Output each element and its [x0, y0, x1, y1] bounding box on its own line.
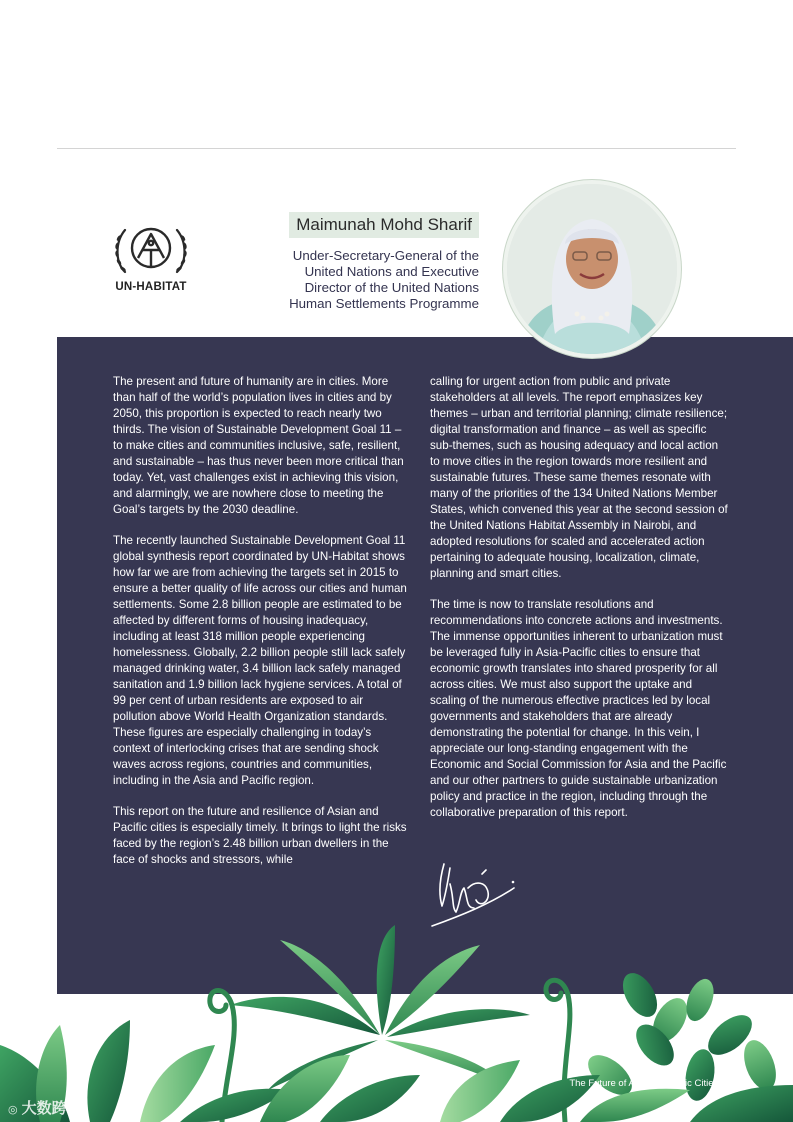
signature-icon [430, 858, 520, 930]
person-title-line: Human Settlements Programme [289, 296, 479, 311]
watermark-logo-icon: ◎ [8, 1104, 18, 1116]
watermark-text: 大数跨境 [21, 1100, 82, 1117]
page-footer [569, 1078, 736, 1089]
page-number: 4 [730, 1078, 736, 1089]
person-name: Maimunah Mohd Sharif [289, 212, 479, 238]
footer-title: The Future of Asian & Pacific Cities [569, 1078, 719, 1089]
body-paragraph: This report on the future and resilience of Asian and Pacific cities is especially timely. It brings to light the risks faced by the region’s 2.48 billion urban dwellers in the face of shocks and stressors, while [113, 805, 407, 866]
person-title-line: Under-Secretary-General of the [292, 248, 479, 263]
body-paragraph: The time is now to translate resolutions and recommendations into concrete actions and investments. The immense opportunities inherent to urbanization must be leveraged fully in Asia-Pacific cities to ensure that economic growth translates into shared prosperity for all across cities. We must also support the uptake and scaling of the numerous effective practices led by local governments and stakeholders that are already demonstrating the potential for change. In this vein, I appreciate our long-standing engagement with the Economic and Social Commission for Asia and the Pacific and our other partners to guide sustainable urbanization policy and practice in the region, including through the collaborative preparation of this report. [430, 598, 727, 819]
text-column-left [113, 374, 409, 883]
person-title-line: Director of the United Nations [304, 280, 479, 295]
body-paragraph: The recently launched Sustainable Development Goal 11 global synthesis report coordinated by UN-Habitat shows how far we are from achieving the targets set in 2015 to ensure a better quality of life across our cities and human settlements. Some 2.8 billion people are estimated to be affected by different forms of housing inadequacy, including at least 318 million people experiencing homelessness. Globally, 2.2 billion people still lack safely managed drinking water, 3.4 billion lack safely managed sanitation and 1.9 billion lack hygiene services. A total of 99 per cent of urban residents are exposed to air pollution above World Health Organization standards. These figures are especially challenging in today’s context of interlocking crises that are sending shock waves across regions, countries and communities, including in the Asia and Pacific region. [113, 534, 407, 787]
person-title-line: United Nations and Executive [304, 264, 479, 279]
foliage-decoration [0, 925, 793, 1122]
logo-label: UN-HABITAT [115, 281, 187, 293]
body-paragraph: calling for urgent action from public and private stakeholders at all levels. The report emphasizes key themes – urban and territorial planning; climate resilience; digital transformation and finance – as well as specific sub-themes, such as housing adequacy and local action to move cities in the region towards more resilient and sustainable futures. These same themes resonate with many of the priorities of the 134 United Nations Member States, which convened this year at the second session of the United Nations Habitat Assembly in Nairobi, and adopted resolutions for scaled and accelerated action pertaining to adequate housing, localization, climate, planning and smart cities. [430, 375, 728, 580]
body-paragraph: The present and future of humanity are in cities. More than half of the world’s population lives in cities and by 2050, this proportion is expected to reach nearly two thirds. The vision of Sustainable Development Goal 11 – to make cities and communities inclusive, safe, resilient, and sustainable – has thus never been more critical than today. Yet, vast challenges exist in achieving this vision, and alarmingly, we are nowhere close to meeting the Goal’s targets by the 2030 deadline. [113, 375, 404, 516]
watermark [8, 1097, 82, 1118]
header-divider [57, 148, 736, 149]
portrait-photo [503, 180, 681, 358]
footer-separator: | [723, 1078, 726, 1089]
signature [430, 858, 520, 935]
un-habitat-logo [108, 222, 194, 293]
person-title [219, 248, 479, 312]
text-column-right [430, 374, 730, 836]
un-habitat-emblem-icon [111, 222, 191, 280]
